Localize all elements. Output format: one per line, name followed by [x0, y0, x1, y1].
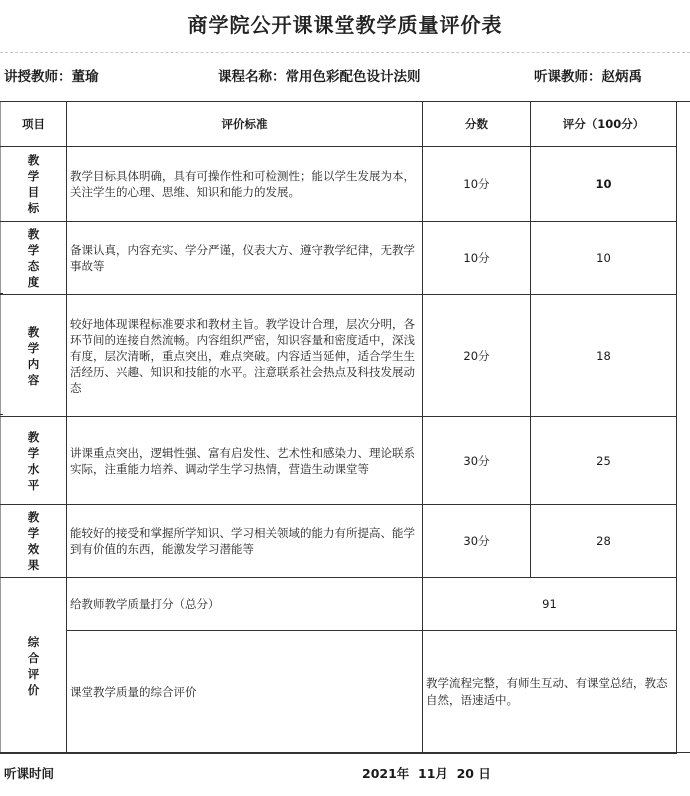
header-criteria: 评价标准: [67, 102, 423, 147]
table-row: [1, 222, 677, 295]
summary-comment-row: [1, 631, 677, 754]
row-score: 25: [531, 417, 677, 505]
header-item: [1, 102, 67, 147]
listener-info: 听课教师：赵炳禹: [534, 69, 642, 85]
teacher-info: 讲授教师：董瑜: [4, 69, 99, 85]
row-score: 10: [531, 222, 677, 295]
overall-comment-label: 课堂教学质量的综合评价: [67, 631, 423, 754]
row-item-content: 教 学 内 容: [1, 295, 67, 417]
row-points: 10分: [423, 147, 531, 222]
course-info: 课程名称：常用色彩配色设计法则: [218, 69, 421, 85]
row-criteria: 能较好的接受和掌握所学知识、学习相关领域的能力有所提高、能学到有价值的东西，能激发学习潜能等: [67, 505, 423, 578]
header-score: 评分（100分）: [531, 102, 677, 147]
row-marker: [0, 293, 3, 294]
row-criteria: 备课认真，内容充实、学分严谨，仪表大方、遵守教学纪律，无教学事故等: [67, 222, 423, 295]
header-points: 分数: [423, 102, 531, 147]
row-points: 20分: [423, 295, 531, 417]
table-row: [1, 505, 677, 578]
table-row: [1, 147, 677, 222]
header-item-text: 项目: [22, 117, 45, 131]
table-row: [1, 295, 677, 417]
row-item-summary: 综 合 评 价: [1, 578, 67, 754]
row-marker: [0, 414, 3, 415]
table-row: [1, 417, 677, 505]
row-item-effect: 教 学 效 果: [1, 505, 67, 578]
row-score: 10: [531, 147, 677, 222]
row-points: 10分: [423, 222, 531, 295]
form-title: 商学院公开课课堂教学质量评价表: [187, 13, 503, 37]
listen-time-label: 听课时间: [4, 766, 55, 781]
total-score-value: 91: [423, 578, 677, 631]
total-score-label: 给教师教学质量打分（总分）: [67, 578, 423, 631]
row-criteria: 较好地体现课程标准要求和教材主旨。教学设计合理，层次分明，各环节间的连接自然流畅。内容组织严密，知识容量和密度适中，深浅有度，层次清晰，重点突出，难点突破。内容适当延伸，适合学生生活经历、兴趣、知识和技能的水平。注意联系社会热点及科技发展动态: [67, 295, 423, 417]
row-points: 30分: [423, 417, 531, 505]
row-score: 28: [531, 505, 677, 578]
evaluation-table: [0, 101, 677, 754]
row-criteria: 讲课重点突出，逻辑性强、富有启发性、艺术性和感染力、理论联系实际，注重能力培养、调动学生学习热情，营造生动课堂等: [67, 417, 423, 505]
info-row: [0, 52, 690, 102]
listen-date: 2021年 11月 20 日: [362, 766, 491, 781]
row-item-attitude: 教 学 态 度: [1, 222, 67, 295]
table-header-row: [1, 102, 677, 147]
footer-row: [0, 752, 690, 796]
row-points: 30分: [423, 505, 531, 578]
row-score: 18: [531, 295, 677, 417]
row-item-goal: 教 学 目 标: [1, 147, 67, 222]
row-item-level: 教 学 水 平: [1, 417, 67, 505]
row-criteria: 教学目标具体明确，具有可操作性和可检测性；能以学生发展为本，关注学生的心理、思维、知识和能力的发展。: [67, 147, 423, 222]
overall-comment-value: 教学流程完整，有师生互动、有课堂总结，教态自然，语速适中。: [423, 631, 677, 754]
summary-total-row: [1, 578, 677, 631]
